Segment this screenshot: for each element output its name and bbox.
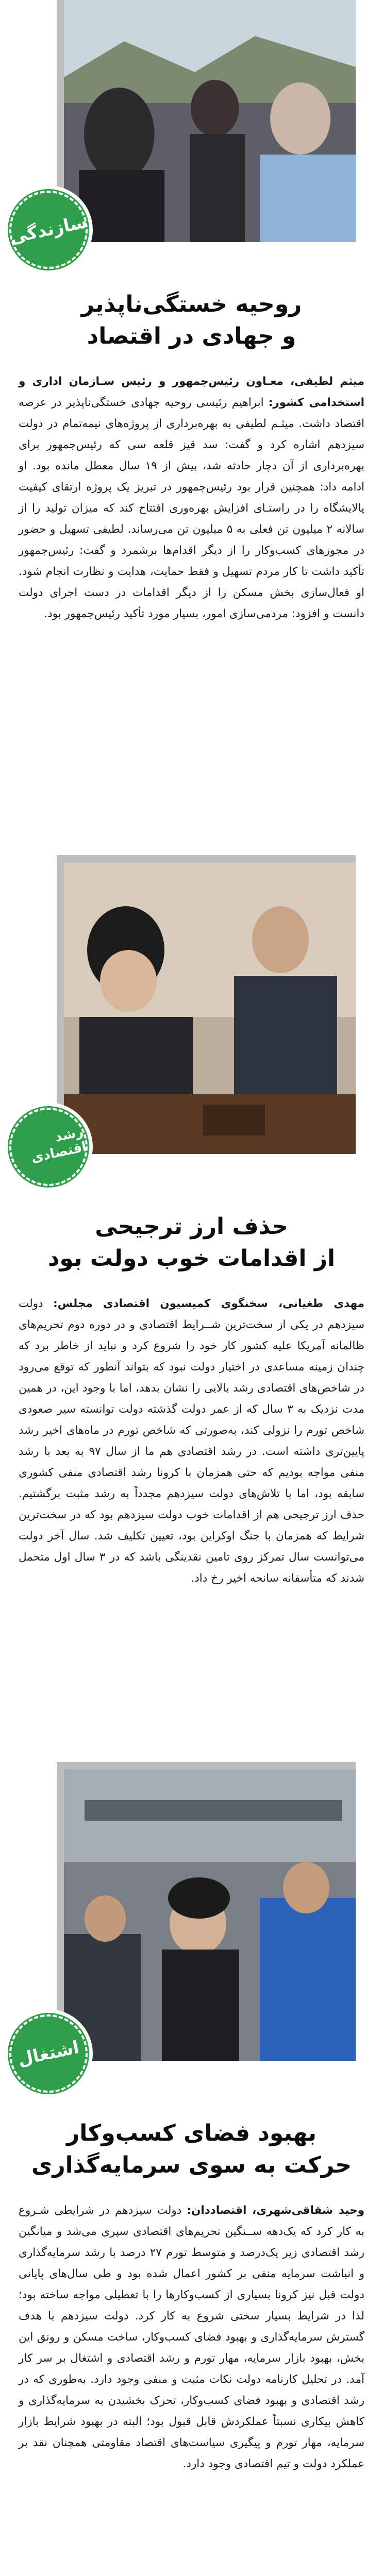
headline-line-1: روحیه خستگی‌ناپذیر (81, 291, 302, 317)
headline-line-2: حرکت به سوی سرمایه‌گذاری (31, 2152, 352, 2178)
badge-label: رشد اقتصادی (29, 1124, 88, 1166)
camera-photo-icon (64, 1769, 356, 2061)
headline-line-2: و جهادی در اقتصاد (87, 323, 296, 349)
body-text: دولت سیزدهم در شرایطی شـروع به کار کرد که یک‌دهه ســنگین تحریم‌های اقتصادی سپری می‌شد و میانگین رشد اقتصادی زیر یک‌درصد و متوسط تورم ۲۷ درصد با رشد سرمایه‌گذاری و انباشت سرمایه منفی بر کشور اعمال شده بود و طی سال‌های پایانی دولت قبل نیز کرونا بسیاری از کسب‌وکارها را با تعطیلی مواجه ساخته بود؛ لذا در شرایط بسیار سختی شروع به کار کرد. دولت سیزدهم با هدف گسترش سرمایه‌گذاری و بهبود فضای کسب‌وکار، ساخت مسکن و رونق این بخش، بهبود بازار سرمایه، مهار تورم و رشد اقتصادی و اشتغال بر سر کار آمد. در تحلیل کارنامه دولت نکات مثبت و منفی وجود دارد. به‌طوری که در رشد اقتصادی و بهبود فضای کسب‌وکار، تحرک بخشیدن به سرمایه‌گذاری و کاهش بیکاری نسبتاً عملکردش قابل قبول بود؛ البته در بهبود شرایط بازار سرمایه، مهار تورم و پیگیری سیاست‌های اقتصاد مقاومتی همچنان نقد بر عملکرد دولت و تیم اقتصادی وجود دارد. (19, 2204, 365, 2470)
speaker-lead: وحید شقاقی‌شهری، اقتصاددان: (187, 2204, 364, 2217)
category-badge-3 (4, 2009, 93, 2098)
article-photo-2 (57, 855, 356, 1154)
badge-label: اشتغال (15, 2037, 81, 2071)
article-body-2 (19, 1293, 364, 1589)
headline-1 (10, 289, 373, 352)
speaker-lead: میثم لطیفی، معـاون رئیس‌جمهور و رئیس سـازمان اداری و استخدامی کشور: (19, 375, 364, 409)
article-photo-1 (57, 0, 356, 242)
article-body-3 (19, 2200, 364, 2475)
body-text: دولت سیزدهم در یکی از سخت‌ترین شــرایط اقتصادی و در دوره دوم تحریم‌های ظالمانه آمریکا علیه کشور کار خود را شروع کرد و نباید از خاطر برد که چندان زمینه مساعدی در اختیار دولت نبود که بتواند آنطور که توقع می‌رود در شاخص‌های اقتصادی رشد بالایی را نشان بدهد، اما با وجود این، در همین مدت نزدیک به ۳ سال که از عمر دولت گذشته دولت توانسته سیر صعودی شاخص تورم را نزولی کند، به‌صورتی که شاخص تورم در ماه‌های اخیر رشد پایین‌تری داشته است. در رشد اقتصادی هم ما از سال ۹۷ به بعد با رشد منفی مواجه بودیم که حتی همزمان با کرونا رشد اقتصادی منفی کشوری سابقه بود، اما با تلاش‌های دولت سیزدهم مجدداً به رشد مثبت برگشتیم. حذف ارز ترجیحی هم از اقدامات خوب دولت سیزدهم بود که در سخت‌ترین شرایط که همزمان با جنگ اوکراین بود، تعیین تکلیف شد. سال آخر دولت می‌توانست سال تمرکز روی تامین نقدینگی باشد که در ۳ سال اول متحمل شدند که متأسفانه سانحه اخیر رخ داد. (19, 1297, 364, 1585)
category-badge-1 (4, 185, 93, 274)
headline-line-2: از اقدامات خوب دولت بود (47, 1245, 336, 1272)
headline-line-1: حذف ارز ترجیحی (95, 1213, 288, 1240)
headline-3 (10, 2117, 373, 2181)
article-photo-3 (57, 1762, 356, 2061)
category-badge-2 (4, 1103, 93, 1191)
body-text: ابراهیم رئیسی روحیه جهادی خستگی‌ناپذیر در عرصه اقتصاد داشت. میثـم لطیفی به بهره‌برداری از پروژه‌های نیمه‌تمام در دولت سیزدهم اشاره کرد و گفت: سد قیز قلعه سی که رئیس‌جمهور برای بهره‌برداری از آن دچار حادثه شد، بیش از ۱۹ سال معطل مانده بود. او ادامه داد: همچنین قرار بود رئیس‌جمهور در تبریز یک پروژه ارتقای کیفیت پالایشگاه را در راستـای افزایش بهره‌وری افتتاح کند که میزان تولید را از سالانه ۲ میلیون تن فعلی به ۵ میلیون تن می‌رساند. لطیفی تسهیل و حضور در مجوزهای کسب‌وکار را از دیگر اقدام‌ها برشمرد و گفت: رئیس‌جمهور تأکید داشت تا کار مردم تسهیل و فقط حمایت، هدایت و نظارت انجام شود. او فعال‌سازی بخش مسکن را از دیگر اقدامات در دست اجرای دولت دانست و افزود: مردمی‌سازی امور، بسیار مورد تأکید رئیس‌جمهور بود. (19, 396, 364, 620)
article-body-1 (19, 371, 364, 624)
headline-2 (10, 1211, 373, 1275)
speaker-lead: مهدی طغیانی، سخنگوی کمیسیون اقتصادی مجلس: (53, 1297, 364, 1310)
camera-photo-icon (64, 0, 356, 242)
headline-line-1: بهبود فضای کسب‌وکار (66, 2120, 317, 2146)
camera-photo-icon (64, 862, 356, 1154)
badge-label: سازندگی (8, 211, 89, 248)
